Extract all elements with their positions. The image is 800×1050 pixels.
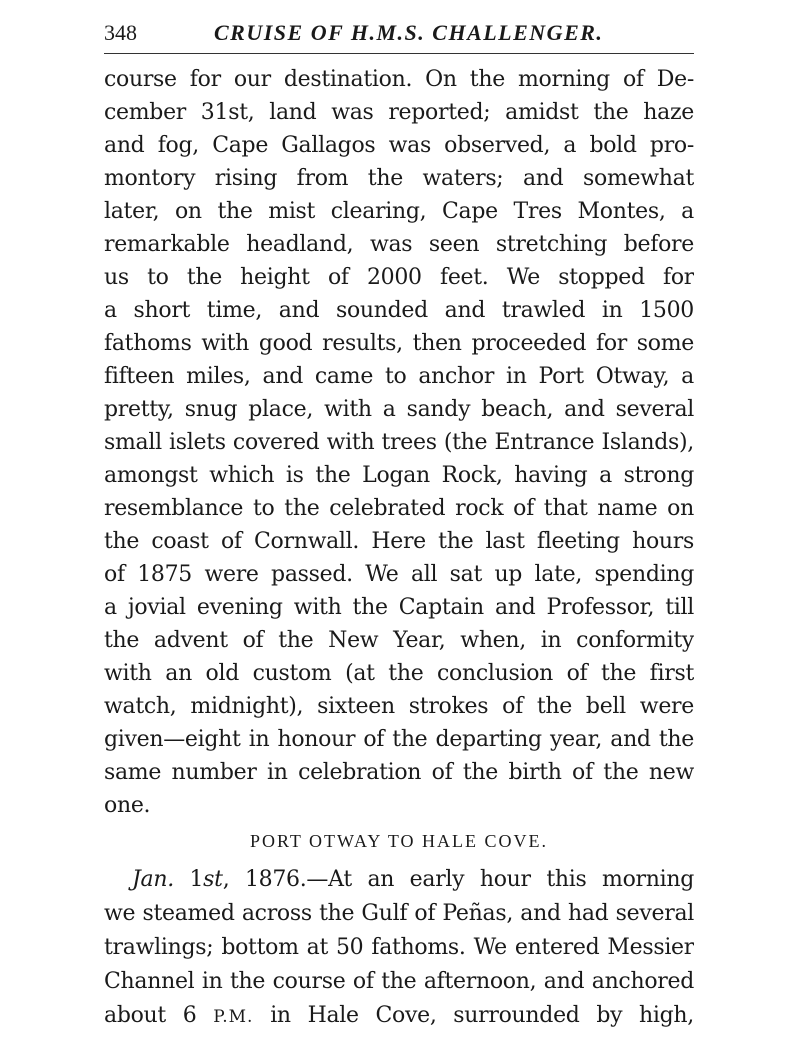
text-line: cember 31st, land was reported; amidst the haze <box>104 100 694 125</box>
text-line: fathoms with good results, then proceeded for some <box>104 331 694 356</box>
last-line-start: about 6 <box>104 1003 214 1028</box>
time-pm: P.M. <box>213 1007 254 1027</box>
text-line: amongst which is the Logan Rock, having a strong <box>104 463 694 488</box>
text-line: resemblance to the celebrated rock of that name on <box>104 496 694 521</box>
text-line: we steamed across the Gulf of Peñas, and had several <box>104 901 694 926</box>
text-line: small islets covered with trees (the Entrance Islands), <box>104 430 694 455</box>
text-line: a short time, and sounded and trawled in 1500 <box>104 298 694 323</box>
text-line: us to the height of 2000 feet. We stopped for <box>104 265 694 290</box>
entry-first-line-rest: , 1876.—At an early hour this morning <box>222 867 694 892</box>
text-line: and fog, Cape Gallagos was observed, a bold pro- <box>104 133 694 158</box>
text-line: montory rising from the waters; and somewhat <box>104 166 694 191</box>
section-heading: PORT OTWAY TO HALE COVE. <box>249 831 549 851</box>
page-number: 348 <box>104 20 137 45</box>
text-line: watch, midnight), sixteen strokes of the bell were <box>104 694 694 719</box>
text-line: Channel in the course of the afternoon, and anchored <box>104 969 694 994</box>
entry-last-line <box>104 999 694 1033</box>
body-text <box>104 63 694 822</box>
text-line: one. <box>104 793 151 818</box>
header-rule <box>104 53 694 54</box>
text-line: later, on the mist clearing, Cape Tres Montes, a <box>104 199 694 224</box>
text-line: given—eight in honour of the departing year, and the <box>104 727 694 752</box>
running-head: CRUISE OF H.M.S. CHALLENGER. <box>214 20 604 45</box>
entry-first-line <box>104 863 694 897</box>
page-header <box>104 18 694 52</box>
last-line-end: in Hale Cove, surrounded by high, <box>253 1003 694 1028</box>
text-line: pretty, snug place, with a sandy beach, and several <box>104 397 694 422</box>
text-line: with an old custom (at the conclusion of the first <box>104 661 694 686</box>
text-line: the coast of Cornwall. Here the last fleeting hours <box>104 529 694 554</box>
text-line: trawlings; bottom at 50 fathoms. We entered Messier <box>104 935 694 960</box>
journal-entry <box>104 863 694 1033</box>
text-line: same number in celebration of the birth of the new <box>104 760 694 785</box>
text-line: fifteen miles, and came to anchor in Port Otway, a <box>104 364 694 389</box>
entry-month: Jan. <box>132 867 174 892</box>
text-line: remarkable headland, was seen stretching before <box>104 232 694 257</box>
entry-day-number: 1 <box>173 867 204 892</box>
text-line: the advent of the New Year, when, in conformity <box>104 628 694 653</box>
text-line: a jovial evening with the Captain and Professor, till <box>104 595 694 620</box>
entry-day-suffix: st <box>203 867 223 892</box>
text-line: of 1875 were passed. We all sat up late, spending <box>104 562 694 587</box>
text-line: course for our destination. On the morning of De- <box>104 67 694 92</box>
